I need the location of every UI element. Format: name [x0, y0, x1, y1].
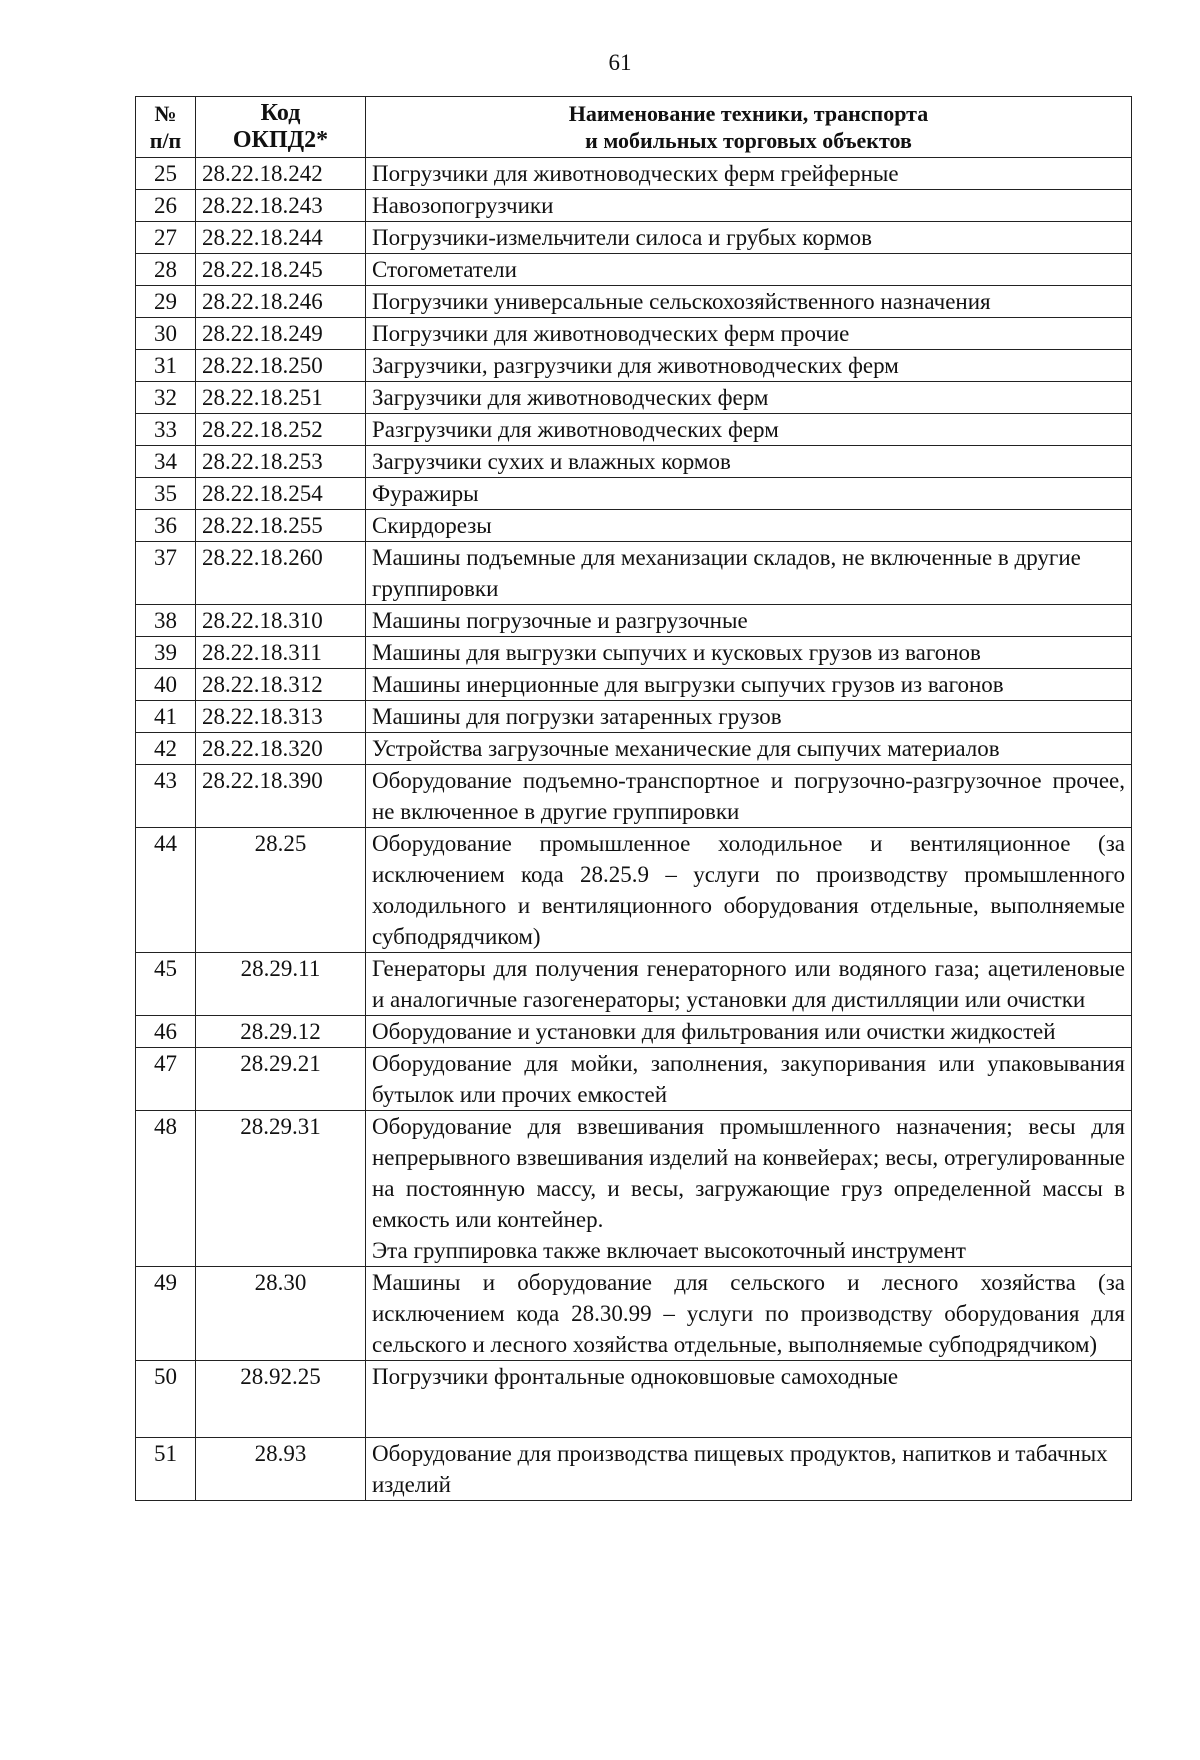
row-number: 46	[136, 1016, 196, 1048]
row-number: 32	[136, 382, 196, 414]
row-number: 27	[136, 222, 196, 254]
row-code: 28.29.11	[196, 953, 366, 1016]
row-name	[366, 1111, 1132, 1267]
row-name	[366, 382, 1132, 414]
table-row	[136, 1267, 1132, 1361]
table-row	[136, 190, 1132, 222]
row-number: 43	[136, 765, 196, 828]
row-name-text: Погрузчики фронтальные одноковшовые самоходные	[372, 1364, 899, 1389]
header-code	[196, 97, 366, 158]
row-name	[366, 542, 1132, 605]
row-name-text: Оборудование для производства пищевых продуктов, напитков и табачных изделий	[372, 1441, 1108, 1497]
row-name	[366, 190, 1132, 222]
row-name-text: Навозопогрузчики	[372, 193, 554, 218]
table-row	[136, 318, 1132, 350]
row-name-text: Погрузчики для животноводческих ферм прочие	[372, 321, 850, 346]
row-number: 50	[136, 1361, 196, 1438]
row-code: 28.25	[196, 828, 366, 953]
table-row	[136, 446, 1132, 478]
row-name-extra-text: Эта группировка также включает высокоточный инструмент	[372, 1238, 966, 1263]
row-number: 35	[136, 478, 196, 510]
row-name	[366, 701, 1132, 733]
row-name-text: Оборудование и установки для фильтрования или очистки жидкостей	[372, 1019, 1056, 1044]
row-name	[366, 953, 1132, 1016]
row-code: 28.22.18.320	[196, 733, 366, 765]
header-number-line1: №	[154, 101, 177, 126]
header-code-line1: Код	[260, 100, 301, 126]
row-name-text: Машины и оборудование для сельского и лесного хозяйства (за исключением кода 28.30.99 – услуги по производству оборудования для сельского и лесного хозяйства отдельные, выполняемые субподрядчиком)	[372, 1270, 1125, 1357]
row-name	[366, 1048, 1132, 1111]
row-code: 28.22.18.313	[196, 701, 366, 733]
table-row	[136, 158, 1132, 190]
row-number: 49	[136, 1267, 196, 1361]
header-number-line2: п/п	[149, 128, 182, 153]
table-row	[136, 254, 1132, 286]
row-name-text: Фуражиры	[372, 481, 479, 506]
table-row	[136, 828, 1132, 953]
page-number: 61	[608, 50, 632, 75]
row-code: 28.92.25	[196, 1361, 366, 1438]
row-number: 25	[136, 158, 196, 190]
table-row	[136, 350, 1132, 382]
row-name	[366, 478, 1132, 510]
row-name-text: Машины для погрузки затаренных грузов	[372, 704, 782, 729]
row-code: 28.22.18.242	[196, 158, 366, 190]
row-number: 40	[136, 669, 196, 701]
row-name-text: Машины для выгрузки сыпучих и кусковых грузов из вагонов	[372, 640, 981, 665]
row-code: 28.22.18.250	[196, 350, 366, 382]
table-row	[136, 382, 1132, 414]
row-code: 28.29.12	[196, 1016, 366, 1048]
row-name	[366, 828, 1132, 953]
row-number: 36	[136, 510, 196, 542]
row-code: 28.22.18.244	[196, 222, 366, 254]
table-row	[136, 701, 1132, 733]
row-name	[366, 350, 1132, 382]
table-row	[136, 605, 1132, 637]
row-name-text: Погрузчики-измельчители силоса и грубых кормов	[372, 225, 872, 250]
row-code: 28.22.18.245	[196, 254, 366, 286]
row-number: 31	[136, 350, 196, 382]
table-row	[136, 733, 1132, 765]
row-name-text: Загрузчики, разгрузчики для животноводческих ферм	[372, 353, 899, 378]
row-code: 28.22.18.243	[196, 190, 366, 222]
row-name-text: Загрузчики для животноводческих ферм	[372, 385, 769, 410]
row-name	[366, 1016, 1132, 1048]
table-row	[136, 669, 1132, 701]
table-row	[136, 1438, 1132, 1501]
header-number	[136, 97, 196, 158]
row-name-text: Скирдорезы	[372, 513, 492, 538]
row-name	[366, 510, 1132, 542]
row-code: 28.30	[196, 1267, 366, 1361]
row-name-text: Генераторы для получения генераторного или водяного газа; ацетиленовые и аналогичные газогенераторы; установки для дистилляции или очистки	[372, 956, 1125, 1012]
row-name-text: Машины погрузочные и разгрузочные	[372, 608, 748, 633]
table-row	[136, 765, 1132, 828]
row-code: 28.22.18.311	[196, 637, 366, 669]
table-row	[136, 222, 1132, 254]
row-name	[366, 1267, 1132, 1361]
row-code: 28.22.18.249	[196, 318, 366, 350]
row-code: 28.22.18.310	[196, 605, 366, 637]
row-number: 51	[136, 1438, 196, 1501]
row-name	[366, 1361, 1132, 1438]
row-number: 41	[136, 701, 196, 733]
row-number: 47	[136, 1048, 196, 1111]
row-name-text: Разгрузчики для животноводческих ферм	[372, 417, 779, 442]
row-number: 28	[136, 254, 196, 286]
row-number: 39	[136, 637, 196, 669]
row-name-text: Оборудование для мойки, заполнения, закупоривания или упаковывания бутылок или прочих емкостей	[372, 1051, 1125, 1107]
table-row	[136, 286, 1132, 318]
row-name	[366, 733, 1132, 765]
row-name	[366, 765, 1132, 828]
row-name-text: Загрузчики сухих и влажных кормов	[372, 449, 731, 474]
row-number: 44	[136, 828, 196, 953]
row-name-text: Оборудование подъемно-транспортное и погрузочно-разгрузочное прочее, не включенное в другие группировки	[372, 768, 1125, 824]
row-name-text: Устройства загрузочные механические для сыпучих материалов	[372, 736, 1000, 761]
row-name	[366, 637, 1132, 669]
row-code: 28.22.18.253	[196, 446, 366, 478]
table-header-row	[136, 97, 1132, 158]
row-code: 28.22.18.251	[196, 382, 366, 414]
table-row	[136, 1361, 1132, 1438]
row-code: 28.93	[196, 1438, 366, 1501]
table-row	[136, 1111, 1132, 1267]
row-code: 28.29.31	[196, 1111, 366, 1267]
row-name	[366, 222, 1132, 254]
row-name	[366, 318, 1132, 350]
row-name	[366, 669, 1132, 701]
row-code: 28.22.18.260	[196, 542, 366, 605]
row-name	[366, 446, 1132, 478]
table-row	[136, 414, 1132, 446]
row-code: 28.22.18.246	[196, 286, 366, 318]
row-code: 28.22.18.252	[196, 414, 366, 446]
row-code: 28.29.21	[196, 1048, 366, 1111]
row-name	[366, 414, 1132, 446]
row-name	[366, 286, 1132, 318]
row-number: 38	[136, 605, 196, 637]
table-row	[136, 637, 1132, 669]
row-number: 48	[136, 1111, 196, 1267]
header-name	[366, 97, 1132, 158]
header-name-line1: Наименование техники, транспорта	[568, 101, 929, 126]
row-name-text: Машины инерционные для выгрузки сыпучих грузов из вагонов	[372, 672, 1004, 697]
row-name-text: Погрузчики для животноводческих ферм грейферные	[372, 161, 899, 186]
table-body	[136, 158, 1132, 1501]
row-code: 28.22.18.255	[196, 510, 366, 542]
row-name	[366, 1438, 1132, 1501]
table-row	[136, 1016, 1132, 1048]
table-row	[136, 1048, 1132, 1111]
table-row	[136, 953, 1132, 1016]
row-number: 37	[136, 542, 196, 605]
header-code-line2: ОКПД2*	[232, 127, 329, 153]
row-name-text: Машины подъемные для механизации складов, не включенные в другие группировки	[372, 545, 1081, 601]
row-name-text: Оборудование для взвешивания промышленного назначения; весы для непрерывного взвешивания изделий на конвейерах; весы, отрегулированные на постоянную массу, и весы, загружающие груз определенной массы в емкость или контейнер.	[372, 1114, 1125, 1232]
row-code: 28.22.18.312	[196, 669, 366, 701]
row-code: 28.22.18.390	[196, 765, 366, 828]
row-number: 45	[136, 953, 196, 1016]
row-code: 28.22.18.254	[196, 478, 366, 510]
table-row	[136, 478, 1132, 510]
row-name-text: Стогометатели	[372, 257, 517, 282]
table-row	[136, 542, 1132, 605]
row-number: 34	[136, 446, 196, 478]
row-number: 30	[136, 318, 196, 350]
row-number: 29	[136, 286, 196, 318]
header-name-line2: и мобильных торговых объектов	[585, 128, 912, 153]
row-number: 26	[136, 190, 196, 222]
row-name	[366, 605, 1132, 637]
equipment-table	[135, 96, 1132, 1501]
row-number: 42	[136, 733, 196, 765]
row-name-text: Погрузчики универсальные сельскохозяйственного назначения	[372, 289, 991, 314]
table-row	[136, 510, 1132, 542]
row-name	[366, 158, 1132, 190]
row-name-text: Оборудование промышленное холодильное и вентиляционное (за исключением кода 28.25.9 – услуги по производству промышленного холодильного и вентиляционного оборудования отдельные, выполняемые субподрядчиком)	[372, 831, 1125, 949]
row-number: 33	[136, 414, 196, 446]
row-name	[366, 254, 1132, 286]
